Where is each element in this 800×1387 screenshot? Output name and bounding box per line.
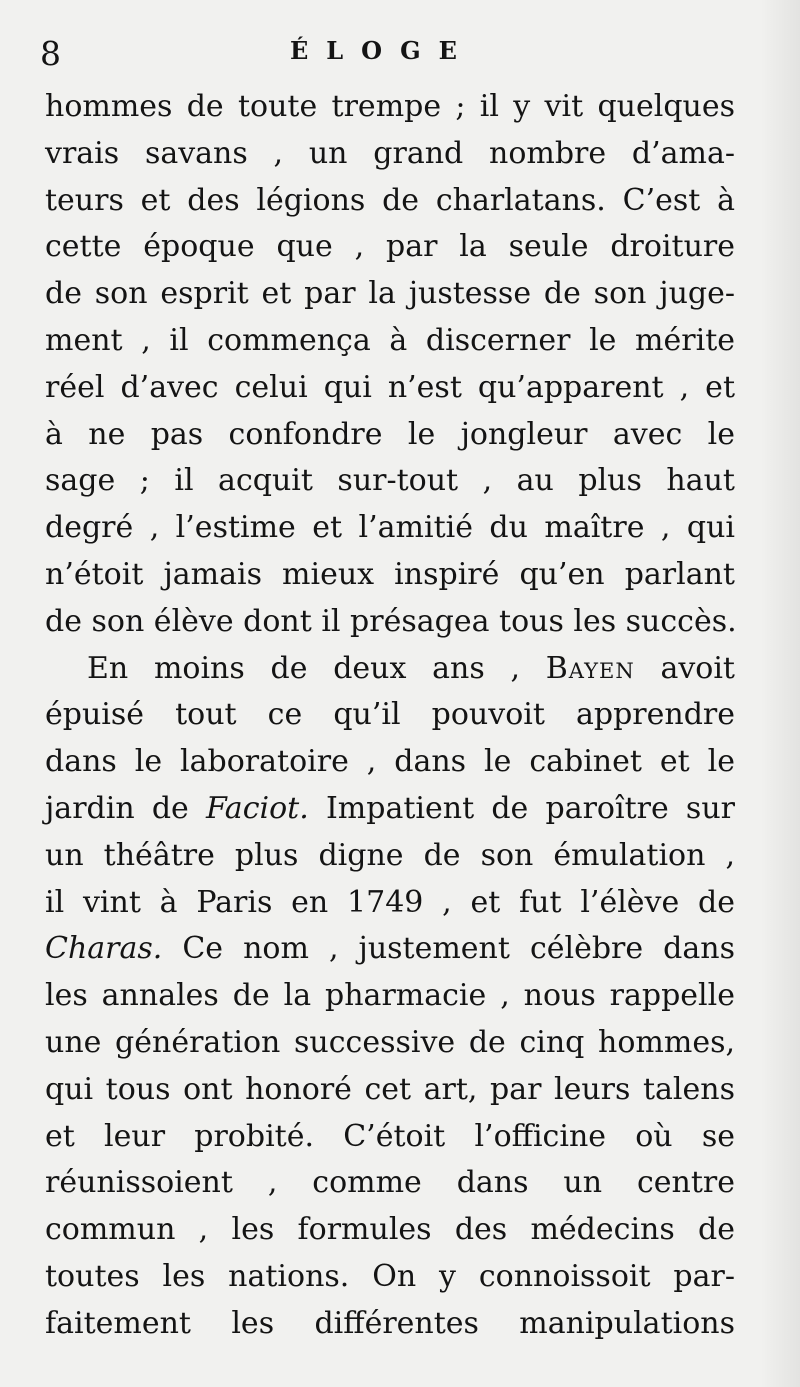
text-line: n’étoit jamais mieux inspiré qu’en parlant — [45, 556, 735, 592]
text-line: réel d’avec celui qui n’est qu’apparent , et — [45, 369, 735, 405]
paragraph-last-line: de son élève dont il présagea tous les succès. — [45, 603, 737, 639]
text-segment: Ce nom , justement célèbre dans — [162, 931, 735, 967]
body-text — [45, 84, 735, 1348]
text-line: degré , l’estime et l’amitié du maître , qui — [45, 510, 735, 546]
text-line: qui tous ont honoré cet art, par leurs talens — [45, 1071, 735, 1107]
text-segment: jardin de — [45, 790, 207, 826]
text-line: réunissoient , comme dans un centre — [45, 1165, 735, 1201]
paragraph-first-line — [45, 646, 735, 693]
page-number: 8 — [40, 34, 61, 73]
text-line: commun , les formules des médecins de — [45, 1212, 735, 1248]
italic-name: Charas. — [45, 931, 163, 967]
text-line: faitement les différentes manipulations — [45, 1305, 735, 1341]
text-segment: En moins de deux ans , — [87, 650, 546, 686]
page-edge-shadow — [760, 0, 800, 1387]
text-line: ment , il commença à discerner le mérite — [45, 322, 735, 358]
page-header — [40, 30, 760, 90]
text-line: et leur probité. C’étoit l’officine où se — [45, 1118, 735, 1154]
text-line: un théâtre plus digne de son émulation , — [45, 837, 735, 873]
text-line: les annales de la pharmacie , nous rappelle — [45, 978, 735, 1014]
text-line — [45, 786, 735, 833]
running-head: ÉLOGE — [290, 36, 475, 65]
text-segment: Impatient de paroître sur — [308, 790, 735, 826]
text-line — [45, 926, 735, 973]
text-line: vrais savans , un grand nombre d’ama- — [45, 135, 735, 171]
person-name: Bayen — [545, 650, 635, 686]
text-line: à ne pas confondre le jongleur avec le — [45, 416, 735, 452]
text-line: toutes les nations. On y connoissoit par- — [45, 1258, 735, 1294]
text-line: sage ; il acquit sur-tout , au plus haut — [45, 463, 735, 499]
text-line: une génération successive de cinq hommes, — [45, 1024, 735, 1060]
text-line: dans le laboratoire , dans le cabinet et le — [45, 744, 735, 780]
text-segment: avoit — [634, 650, 735, 686]
text-line: de son esprit et par la justesse de son juge- — [45, 276, 735, 312]
italic-name: Faciot. — [206, 790, 309, 826]
text-line: hommes de toute trempe ; il y vit quelques — [45, 89, 735, 124]
text-line: épuisé tout ce qu’il pouvoit apprendre — [45, 697, 735, 733]
text-line: il vint à Paris en 1749 , et fut l’élève de — [45, 884, 735, 920]
text-line: cette époque que , par la seule droiture — [45, 229, 735, 265]
text-line: teurs et des légions de charlatans. C’est à — [45, 182, 735, 218]
